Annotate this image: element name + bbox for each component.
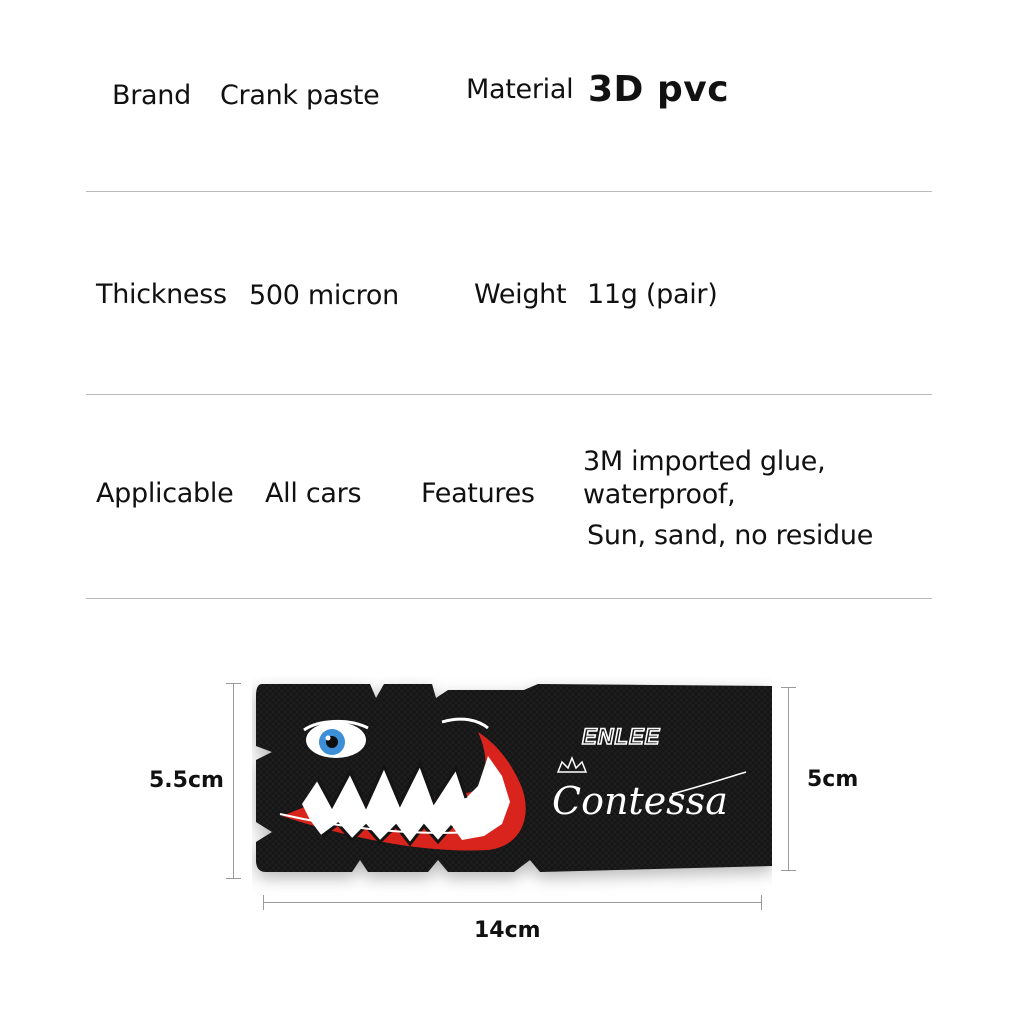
applicable-label: Applicable bbox=[96, 478, 234, 509]
features-line-3: Sun, sand, no residue bbox=[587, 520, 874, 551]
sticker-script: Contessa bbox=[552, 779, 728, 823]
left-dimension-tick-bottom bbox=[226, 878, 241, 879]
left-dimension-label: 5.5cm bbox=[149, 768, 224, 793]
right-dimension-line bbox=[788, 687, 789, 871]
material-label: Material bbox=[466, 74, 574, 105]
right-dimension-label: 5cm bbox=[807, 767, 859, 792]
bottom-dimension-label: 14cm bbox=[474, 918, 541, 943]
sticker-logo: ENLEE bbox=[582, 724, 661, 749]
brand-value: Crank paste bbox=[220, 80, 380, 111]
left-dimension-line bbox=[233, 683, 234, 879]
right-dimension-tick-bottom bbox=[781, 870, 796, 871]
material-value: 3D pvc bbox=[588, 69, 730, 110]
bottom-dimension-tick-left bbox=[263, 895, 264, 910]
features-line-1: 3M imported glue, bbox=[583, 446, 826, 477]
divider-2 bbox=[86, 394, 932, 395]
right-dimension-tick-top bbox=[781, 687, 796, 688]
brand-label: Brand bbox=[112, 80, 191, 111]
thickness-value: 500 micron bbox=[249, 280, 399, 311]
bottom-dimension-line bbox=[263, 902, 762, 903]
divider-3 bbox=[86, 598, 932, 599]
weight-label: Weight bbox=[474, 279, 567, 310]
weight-value: 11g (pair) bbox=[587, 279, 718, 310]
left-dimension-tick-top bbox=[226, 683, 241, 684]
features-line-2: waterproof, bbox=[583, 479, 736, 510]
applicable-value: All cars bbox=[265, 478, 362, 509]
bottom-dimension-tick-right bbox=[761, 895, 762, 910]
divider-1 bbox=[86, 191, 932, 192]
sticker-image bbox=[252, 676, 772, 896]
features-label: Features bbox=[421, 478, 535, 509]
thickness-label: Thickness bbox=[96, 279, 227, 310]
